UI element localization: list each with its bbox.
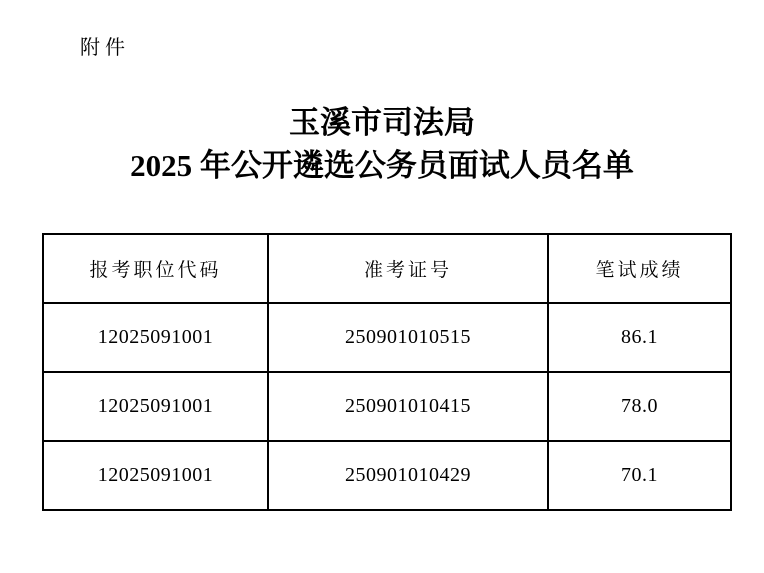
title-line-1: 玉溪市司法局 bbox=[289, 105, 475, 140]
col-header-written-score: 笔试成绩 bbox=[548, 234, 731, 303]
cell-position-code: 12025091001 bbox=[43, 441, 268, 510]
cell-written-score: 70.1 bbox=[548, 441, 731, 510]
cell-position-code: 12025091001 bbox=[43, 372, 268, 441]
cell-admission-ticket: 250901010415 bbox=[268, 372, 548, 441]
cell-admission-ticket: 250901010515 bbox=[268, 303, 548, 372]
interview-candidates-table bbox=[42, 233, 732, 511]
table-row bbox=[43, 303, 731, 372]
col-header-admission-ticket: 准考证号 bbox=[268, 234, 548, 303]
cell-admission-ticket: 250901010429 bbox=[268, 441, 548, 510]
attachment-label: 附件 bbox=[80, 37, 130, 59]
cell-written-score: 78.0 bbox=[548, 372, 731, 441]
title-line-2: 2025 年公开遴选公务员面试人员名单 bbox=[130, 148, 634, 183]
table-row bbox=[43, 441, 731, 510]
table-header-row bbox=[43, 234, 731, 303]
cell-position-code: 12025091001 bbox=[43, 303, 268, 372]
cell-written-score: 86.1 bbox=[548, 303, 731, 372]
document-title bbox=[0, 101, 764, 187]
col-header-position-code: 报考职位代码 bbox=[43, 234, 268, 303]
table-row bbox=[43, 372, 731, 441]
